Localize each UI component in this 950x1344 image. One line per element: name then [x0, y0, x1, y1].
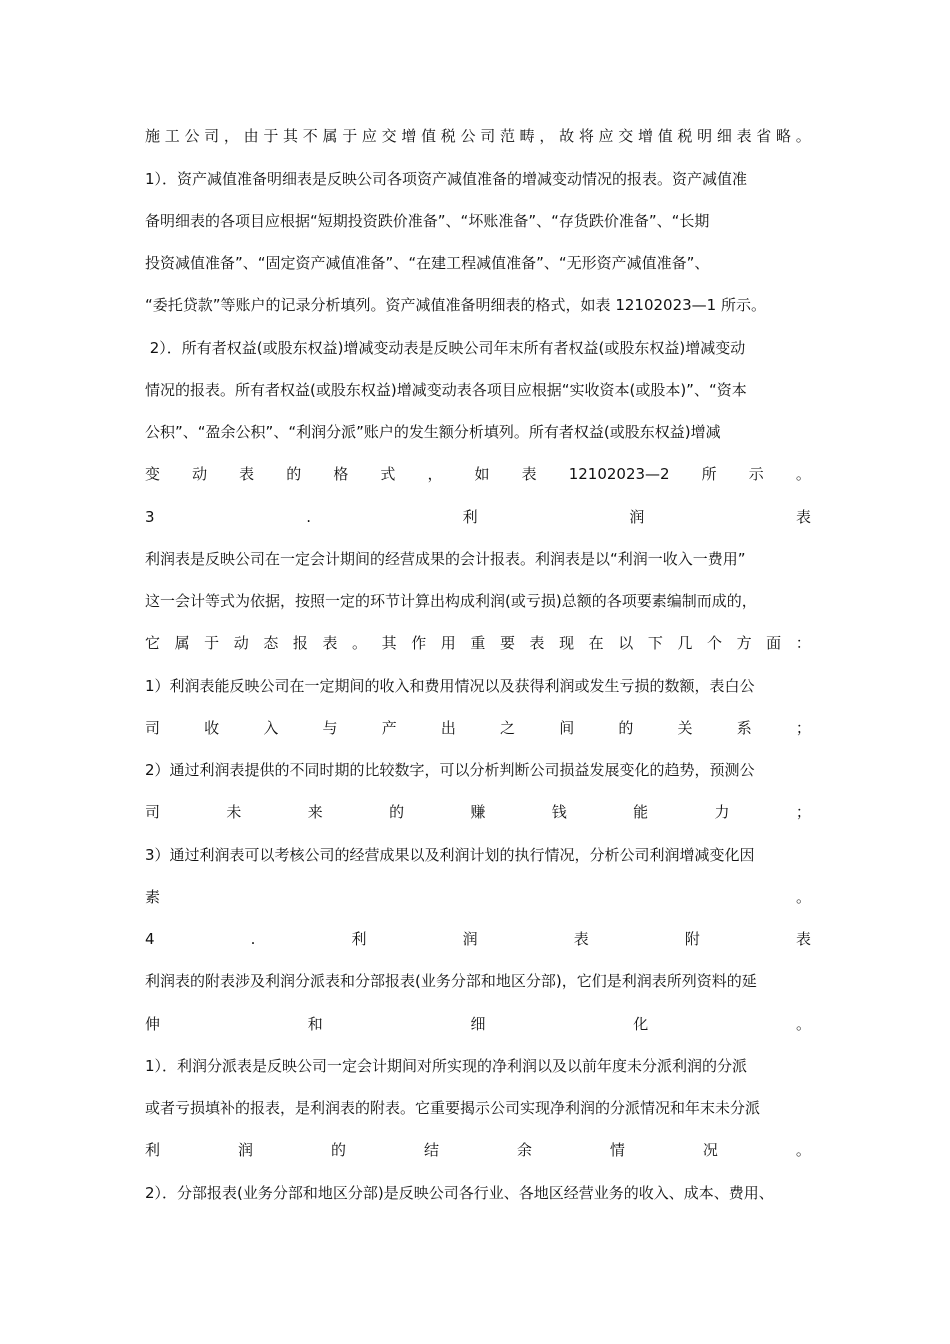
justified-char: ，	[223, 127, 239, 145]
justified-token: 其	[381, 634, 397, 652]
justified-token: 收	[204, 719, 220, 737]
text-line: 利润表是反映公司在一定会计期间的经营成果的会计报表。利润表是以“利润一收入一费用”	[145, 550, 746, 568]
justified-token: 用	[440, 634, 456, 652]
justified-token: 与	[322, 719, 338, 737]
justified-token: ，	[427, 465, 443, 483]
justified-token: 的	[330, 1141, 346, 1159]
text-line: 2）通过利润表提供的不同时期的比较数字，可以分析判断公司损益发展变化的趋势，预测公	[145, 761, 755, 779]
justified-token: 利	[462, 508, 478, 526]
justified-line	[145, 628, 811, 658]
justified-token: 。	[352, 634, 368, 652]
justified-token: 要	[499, 634, 515, 652]
justified-char: 表	[736, 127, 752, 145]
justified-token: 赚	[470, 803, 486, 821]
justified-char: 公	[184, 127, 200, 145]
justified-token: 变	[145, 465, 161, 483]
text-line: “委托贷款”等账户的记录分析填列。资产减值准备明细表的格式，如表 12102023—1 所示。	[145, 296, 766, 314]
justified-token: 作	[411, 634, 427, 652]
justified-token: 未	[226, 803, 242, 821]
justified-char: 细	[716, 127, 732, 145]
justified-token: 司	[145, 719, 161, 737]
justified-char: 应	[361, 127, 377, 145]
justified-line	[145, 459, 811, 489]
justified-char: 故	[559, 127, 575, 145]
justified-token: 。	[795, 1141, 811, 1159]
justified-token: 以	[618, 634, 634, 652]
justified-token: 司	[145, 803, 161, 821]
text-line: 3）通过利润表可以考核公司的经营成果以及利润计划的执行情况，分析公司利润增减变化因	[145, 846, 755, 864]
text-line: 2）．所有者权益(或股东权益)增减变动表是反映公司年末所有者权益(或股东权益)增减变动	[145, 339, 746, 357]
justified-token: 力	[714, 803, 730, 821]
justified-token: 表	[795, 508, 811, 526]
justified-char: 于	[342, 127, 358, 145]
justified-char: 省	[756, 127, 772, 145]
justified-line	[145, 1135, 811, 1165]
justified-token: 表	[322, 634, 338, 652]
justified-token: 来	[307, 803, 323, 821]
justified-char: 增	[401, 127, 417, 145]
justified-token: 之	[500, 719, 516, 737]
justified-token: 表	[795, 930, 811, 948]
justified-token: 的	[389, 803, 405, 821]
justified-char: 。	[795, 127, 811, 145]
section-heading-income-attachments	[145, 924, 811, 954]
justified-char: 税	[677, 127, 693, 145]
justified-token: 12102023—2	[568, 465, 670, 483]
justified-token: 式	[380, 465, 396, 483]
justified-token: 系	[736, 719, 752, 737]
justified-line	[145, 1009, 811, 1039]
justified-char: 税	[440, 127, 456, 145]
justified-char: 略	[776, 127, 792, 145]
justified-token: .	[306, 508, 311, 526]
justified-token: 。	[795, 888, 811, 906]
justified-char: 值	[421, 127, 437, 145]
justified-token: 的	[618, 719, 634, 737]
justified-char: 司	[204, 127, 220, 145]
justified-token: 属	[174, 634, 190, 652]
text-line: 或者亏损填补的报表，是利润表的附表。它重要揭示公司实现净利润的分派情况和年末未分派	[145, 1099, 761, 1117]
justified-token: 3	[145, 508, 155, 526]
justified-token: 动	[192, 465, 208, 483]
justified-char: 不	[302, 127, 318, 145]
justified-token: 。	[795, 465, 811, 483]
justified-token: 于	[204, 634, 220, 652]
justified-token: 能	[633, 803, 649, 821]
justified-token: 表	[521, 465, 537, 483]
justified-token: 和	[307, 1015, 323, 1033]
text-line	[145, 121, 811, 151]
justified-token: 。	[795, 1015, 811, 1033]
justified-token: 面	[766, 634, 782, 652]
justified-token: 出	[440, 719, 456, 737]
justified-char: 畴	[519, 127, 535, 145]
justified-token: 几	[677, 634, 693, 652]
justified-token: ；	[795, 803, 811, 821]
justified-token: 它	[145, 634, 161, 652]
justified-char: 交	[618, 127, 634, 145]
justified-char: 公	[460, 127, 476, 145]
text-line: 这一会计等式为依据，按照一定的环节计算出构成利润(或亏损)总额的各项要素编制而成的，	[145, 592, 757, 610]
justified-char: 应	[598, 127, 614, 145]
justified-token: 格	[333, 465, 349, 483]
justified-char: 司	[480, 127, 496, 145]
justified-token: 素	[145, 888, 161, 906]
text-line: 投资减值准备”、“固定资产减值准备”、“在建工程减值准备”、“无形资产减值准备”、	[145, 254, 710, 272]
justified-token: ：	[795, 634, 811, 652]
justified-char: 属	[322, 127, 338, 145]
justified-token: 细	[470, 1015, 486, 1033]
text-line: 利润表的附表涉及利润分派表和分部报表(业务分部和地区分部)，它们是利润表所列资料的延	[145, 972, 757, 990]
justified-token: 报	[292, 634, 308, 652]
justified-token: 在	[588, 634, 604, 652]
justified-token: ；	[795, 719, 811, 737]
justified-token: 方	[736, 634, 752, 652]
justified-token: 现	[559, 634, 575, 652]
justified-token: 化	[633, 1015, 649, 1033]
justified-token: 表	[529, 634, 545, 652]
justified-token: 态	[263, 634, 279, 652]
justified-token: 利	[351, 930, 367, 948]
justified-char: 施	[145, 127, 161, 145]
justified-token: 余	[516, 1141, 532, 1159]
justified-token: 所	[701, 465, 717, 483]
justified-char: ，	[539, 127, 555, 145]
justified-line	[145, 882, 811, 912]
justified-token: 关	[677, 719, 693, 737]
justified-token: 的	[286, 465, 302, 483]
text-line: 1）．利润分派表是反映公司一定会计期间对所实现的净利润以及以前年度未分派利润的分派	[145, 1057, 748, 1075]
text-line: 1）．资产减值准备明细表是反映公司各项资产减值准备的增减变动情况的报表。资产减值准	[145, 170, 748, 188]
text-line: 2）．分部报表(业务分部和地区分部)是反映公司各行业、各地区经营业务的收入、成本、费用、	[145, 1184, 774, 1202]
justified-token: 表	[573, 930, 589, 948]
justified-char: 其	[283, 127, 299, 145]
justified-line	[145, 713, 811, 743]
justified-token: 产	[381, 719, 397, 737]
justified-char: 范	[499, 127, 515, 145]
justified-token: 情	[609, 1141, 625, 1159]
section-heading-income-statement	[145, 502, 811, 532]
text-line: 1）利润表能反映公司在一定期间的收入和费用情况以及获得利润或发生亏损的数额，表白公	[145, 677, 755, 695]
justified-token: 间	[559, 719, 575, 737]
text-line: 情况的报表。所有者权益(或股东权益)增减变动表各项目应根据“实收资本(或股本)”、“资本	[145, 381, 747, 399]
text-line: 公积”、“盈余公积”、“利润分派”账户的发生额分析填列。所有者权益(或股东权益)增减	[145, 423, 721, 441]
justified-token: 润	[629, 508, 645, 526]
justified-char: 将	[578, 127, 594, 145]
justified-token: 附	[684, 930, 700, 948]
justified-token: 表	[239, 465, 255, 483]
justified-line	[145, 797, 811, 827]
justified-char: 值	[657, 127, 673, 145]
justified-token: 钱	[551, 803, 567, 821]
justified-char: 于	[263, 127, 279, 145]
justified-token: 润	[462, 930, 478, 948]
justified-char: 增	[637, 127, 653, 145]
justified-token: 动	[233, 634, 249, 652]
justified-token: 润	[237, 1141, 253, 1159]
justified-token: 如	[474, 465, 490, 483]
justified-char: 工	[164, 127, 180, 145]
justified-token: 利	[145, 1141, 161, 1159]
justified-token: 下	[647, 634, 663, 652]
justified-char: 由	[243, 127, 259, 145]
justified-token: 伸	[145, 1015, 161, 1033]
justified-token: 示	[748, 465, 764, 483]
justified-token: 入	[263, 719, 279, 737]
justified-token: 况	[702, 1141, 718, 1159]
justified-token: 重	[470, 634, 486, 652]
text-line: 备明细表的各项目应根据“短期投资跌价准备”、“坏账准备”、“存货跌价准备”、“长期	[145, 212, 710, 230]
justified-token: .	[250, 930, 256, 948]
justified-char: 交	[381, 127, 397, 145]
justified-char: 明	[697, 127, 713, 145]
justified-token: 4	[145, 930, 155, 948]
justified-token: 个	[706, 634, 722, 652]
justified-token: 结	[423, 1141, 439, 1159]
